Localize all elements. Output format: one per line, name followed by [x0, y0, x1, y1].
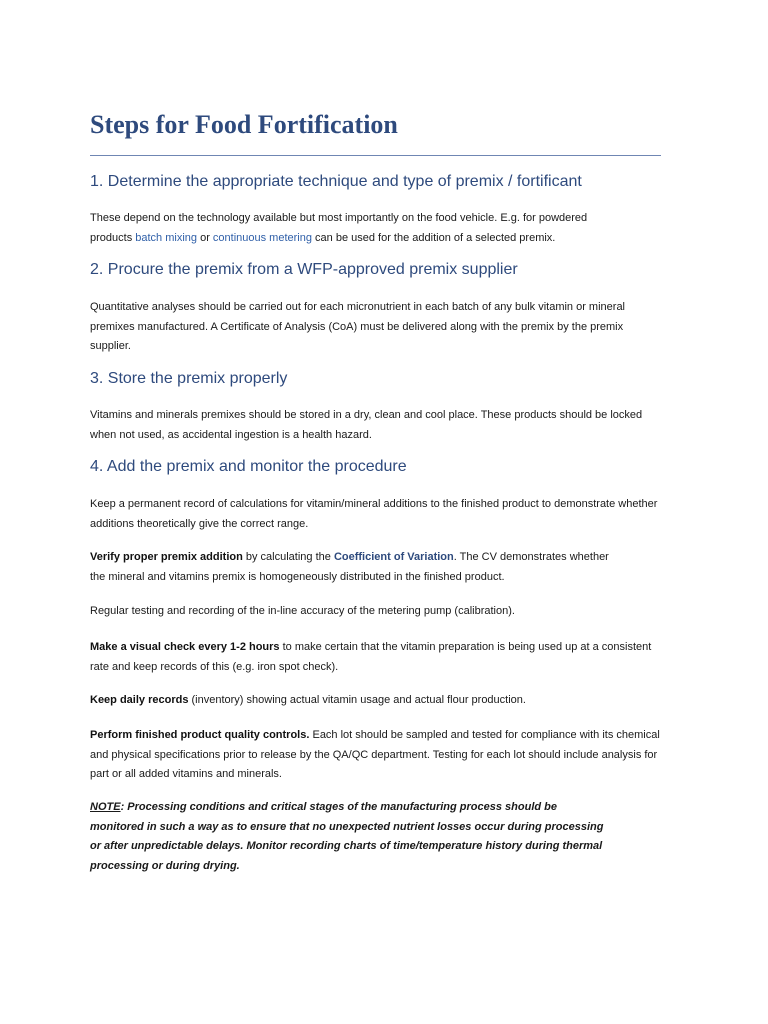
title-divider	[90, 155, 661, 156]
coefficient-of-variation-link[interactable]: Coefficient of Variation	[333, 551, 454, 563]
section-2-line-3: supplier.	[90, 340, 131, 352]
section-4-paragraph-daily-records	[90, 691, 680, 711]
section-4-paragraph-testing	[90, 602, 680, 622]
note-line-4: processing or during drying.	[90, 859, 240, 872]
section-4-paragraph-verify	[90, 548, 680, 587]
continuous-metering-link[interactable]: continuous metering	[212, 231, 312, 244]
note-label: NOTE	[90, 801, 121, 813]
daily-records-text: (inventory) showing actual vitamin usage and actual flour production.	[188, 694, 526, 706]
note-colon: :	[120, 801, 128, 813]
section-3-heading: 3. Store the premix properly	[90, 370, 288, 387]
note-line-3: or after unpredictable delays. Monitor recording charts of time/temperature history during thermal	[90, 840, 603, 852]
batch-mixing-link[interactable]: batch mixing	[135, 231, 198, 244]
daily-records-bold: Keep daily records	[90, 694, 189, 706]
section-1-text-c: or	[197, 231, 213, 244]
quality-controls-line-3: part or all added vitamins and minerals.	[90, 768, 282, 780]
visual-check-bold: Make a visual check every 1-2 hours	[90, 641, 280, 653]
note-line-2: monitored in such a way as to ensure that no unexpected nutrient losses occur during processing	[90, 820, 604, 833]
section-3-line-1: Vitamins and minerals premixes should be stored in a dry, clean and cool place. These products should be locked	[90, 409, 643, 421]
note-line-1: Processing conditions and critical stages of the manufacturing process should be	[127, 801, 557, 813]
section-1-text-b: products	[90, 231, 136, 244]
section-1-text-d: can be used for the addition of a selected premix.	[311, 231, 556, 244]
section-4-heading: 4. Add the premix and monitor the procedure	[90, 458, 407, 475]
section-2-line-1: Quantitative analyses should be carried out for each micronutrient in each batch of any bulk vitamin or mineral	[90, 301, 626, 313]
quality-controls-text-a: Each lot should be sampled and tested for compliance with its chemical	[309, 729, 660, 741]
section-4-p1-line-1: Keep a permanent record of calculations for vitamin/mineral additions to the finished product to demonstrate whether	[90, 498, 658, 510]
section-4-paragraph-visual-check	[90, 638, 680, 677]
verify-line-2: the mineral and vitamins premix is homogeneously distributed in the finished product.	[90, 570, 505, 583]
section-1-heading: 1. Determine the appropriate technique and type of premix / fortificant	[90, 173, 582, 190]
section-2-line-2: premixes manufactured. A Certificate of Analysis (CoA) must be delivered along with the premix by the premix	[90, 320, 624, 333]
section-3-line-2: when not used, as accidental ingestion is a health hazard.	[90, 428, 372, 441]
section-4-paragraph-quality-controls	[90, 726, 680, 785]
section-2-heading: 2. Procure the premix from a WFP-approved premix supplier	[90, 261, 518, 278]
quality-controls-bold: Perform finished product quality controls.	[90, 729, 310, 741]
note-paragraph	[90, 798, 680, 876]
section-1-text-a: These depend on the technology available but most importantly on the food vehicle. E.g. for powdered	[90, 212, 588, 224]
section-2-paragraph	[90, 298, 680, 357]
section-4-p1-line-2: additions theoretically give the correct range.	[90, 517, 309, 530]
page-title: Steps for Food Fortification	[90, 110, 398, 139]
quality-controls-line-2: and physical specifications prior to release by the QA/QC department. Testing for each lot should include analysis for	[90, 748, 658, 761]
section-1-paragraph	[90, 209, 680, 248]
testing-text: Regular testing and recording of the in-line accuracy of the metering pump (calibration).	[90, 605, 515, 617]
section-4-paragraph-records	[90, 495, 680, 534]
visual-check-text-a: to make certain that the vitamin preparation is being used up at a consistent	[279, 641, 652, 653]
visual-check-line-2: rate and keep records of this (e.g. iron spot check).	[90, 660, 339, 673]
verify-premix-bold: Verify proper premix addition	[90, 551, 243, 563]
verify-text-b: . The CV demonstrates whether	[453, 551, 609, 563]
verify-text-a: by calculating the	[242, 551, 334, 563]
section-3-paragraph	[90, 406, 680, 445]
